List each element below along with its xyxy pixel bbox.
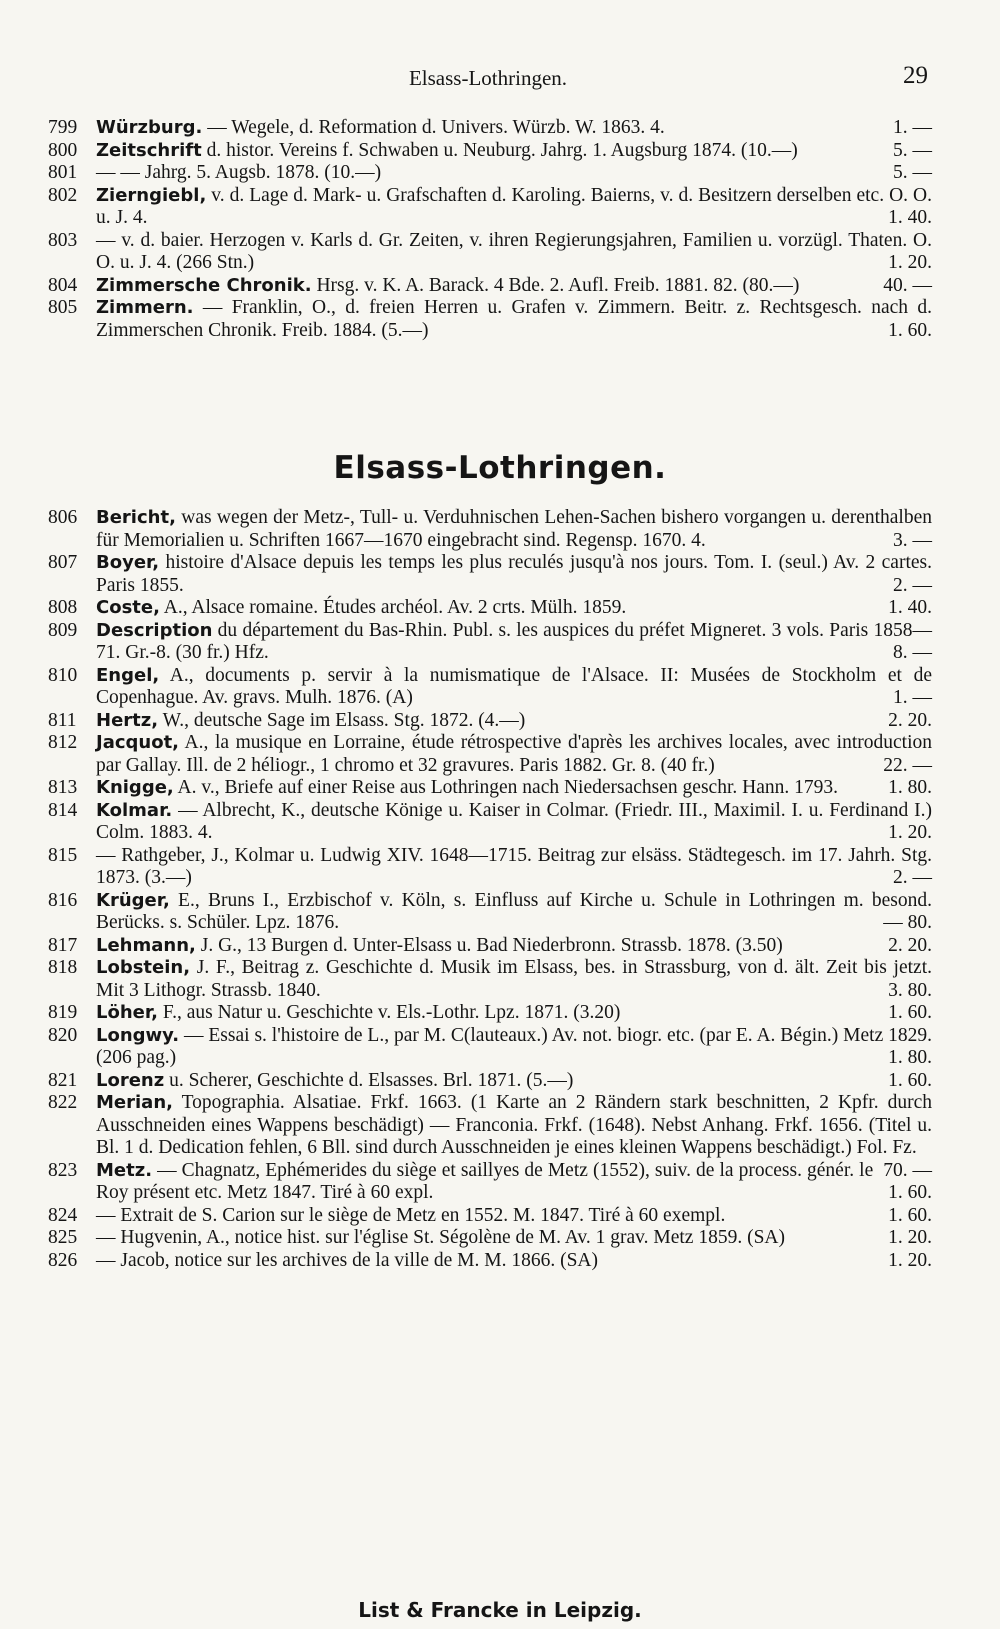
entry-description: — v. d. baier. Herzogen v. Karls d. Gr. Zeiten, v. ihren Regierungsjahren, Familien u. vorzügl. Thaten. O. O. u. J. 4. (266 Stn.) [96, 229, 932, 273]
entry-price: 1. 20. [888, 1227, 932, 1248]
entries-list-part1 [0, 117, 1000, 342]
entry-author-keyword: Engel, [96, 664, 160, 686]
entry-number: 805 [48, 297, 78, 318]
entry-number: 808 [48, 597, 78, 618]
entry-price: 1. 60. [888, 1182, 932, 1203]
entry-description: — Jacob, notice sur les archives de la ville de M. M. 1866. (SA) [96, 1249, 599, 1271]
entry-description: — Franklin, O., d. freien Herren u. Grafen v. Zimmern. Beitr. z. Rechtsgesch. nach d. Zimmerschen Chronik. Freib. 1884. (5.—) [96, 297, 932, 341]
entry-price: 2. — [893, 574, 932, 596]
entry-description: u. Scherer, Geschichte d. Elsasses. Brl. 1871. (5.—) [164, 1069, 574, 1091]
entry-author-keyword: Lorenz [96, 1069, 165, 1091]
entry-text [96, 140, 932, 163]
entry-author-keyword: Description [96, 619, 213, 641]
catalog-entry [48, 139, 932, 163]
entry-author-keyword: Hertz, [96, 709, 159, 731]
entry-author-keyword: Boyer, [96, 552, 160, 573]
entry-description: F., aus Natur u. Geschichte v. Els.-Lothr. Lpz. 1871. (3.20) [157, 1002, 621, 1023]
entry-author-keyword: Jacquot, [96, 732, 180, 753]
entry-text [96, 777, 932, 800]
entry-number: 809 [48, 619, 78, 641]
catalog-entry [48, 1069, 932, 1093]
entry-description: J. G., 13 Burgen d. Unter-Elsass u. Bad Niederbronn. Strassb. 1878. (3.50) [195, 934, 783, 956]
entry-number: 811 [48, 709, 77, 731]
entry-text [96, 620, 932, 665]
catalog-entry [48, 117, 932, 140]
entry-number: 804 [48, 274, 78, 296]
catalog-entry [48, 844, 932, 890]
entry-number: 824 [48, 1204, 78, 1226]
entry-price: 1. 80. [888, 1047, 932, 1068]
entry-text [96, 1227, 932, 1250]
catalog-entry [48, 297, 932, 342]
entry-price: 22. — [883, 754, 932, 776]
entry-text [96, 230, 932, 275]
entry-number: 814 [48, 799, 78, 821]
entry-price: 3. 80. [888, 979, 932, 1001]
entry-text [96, 507, 932, 552]
entry-text [96, 275, 932, 298]
entry-text [96, 117, 932, 140]
entry-price: 2. 20. [888, 709, 932, 731]
entry-description: du département du Bas-Rhin. Publ. s. les auspices du préfet Migneret. 3 vols. Paris 1858—71. Gr.-8. (30 fr.) Hfz. [96, 619, 932, 663]
entry-number: 810 [48, 664, 78, 686]
catalog-entry [48, 1024, 932, 1070]
entry-number: 821 [48, 1069, 78, 1091]
entry-text [96, 665, 932, 710]
entry-text [96, 957, 932, 1002]
entry-text [96, 552, 932, 597]
entry-price: 1. 60. [888, 1069, 932, 1091]
entry-number: 822 [48, 1092, 78, 1113]
entry-author-keyword: Zierngiebl, [96, 184, 207, 206]
entry-number: 800 [48, 139, 78, 161]
catalog-entry [48, 229, 932, 275]
entry-text [96, 1002, 932, 1025]
entry-price: 1. 60. [888, 1002, 932, 1023]
entry-price: 1. 20. [888, 1249, 932, 1271]
catalog-entry [48, 1002, 932, 1025]
entry-text [96, 1025, 932, 1070]
entry-description: A., documents p. servir à la numismatique de l'Alsace. II: Musées de Stockholm et de Copenhague. Av. gravs. Mulh. 1876. (A) [96, 664, 932, 708]
entry-text [96, 845, 932, 890]
entry-description: J. F., Beitrag z. Geschichte d. Musik im Elsass, bes. in Strassburg, von d. ält. Zeit bis jetzt. Mit 3 Lithogr. Strassb. 1840. [96, 957, 932, 1001]
entry-description: A., Alsace romaine. Études archéol. Av. 2 crts. Mülh. 1859. [159, 597, 627, 618]
entry-text [96, 732, 932, 777]
entry-author-keyword: Lobstein, [96, 957, 191, 978]
entry-price: 40. — [883, 274, 932, 296]
entry-author-keyword: Metz. [96, 1159, 153, 1181]
catalog-entry [48, 732, 932, 777]
entry-number: 817 [48, 934, 78, 956]
entry-text [96, 185, 932, 230]
page-number: 29 [903, 62, 928, 89]
catalog-entry [48, 1227, 932, 1250]
entry-number: 803 [48, 229, 78, 251]
entry-price: 8. — [893, 642, 932, 663]
entry-number: 812 [48, 732, 78, 753]
entry-description: Topographia. Alsatiae. Frkf. 1663. (1 Karte an 2 Rändern stark beschnitten, 2 Kpfr. durch Ausschneiden eines Wappens beschädigt) — Franconia. Frkf. (1648). Nebst Anhang. Frkf. 1656. (Titel u. Bl. 1 d. Dedication fehlen, 6 Bll. sind durch Ausschneiden je eines kleinen Wappens beschädigt.) Fol. Fz. [96, 1092, 932, 1158]
entry-description: — Wegele, d. Reformation d. Univers. Würzb. W. 1863. 4. [202, 117, 665, 138]
entry-number: 818 [48, 957, 78, 978]
section-heading: Elsass-Lothringen. [333, 450, 667, 486]
entry-number: 807 [48, 552, 78, 573]
entry-description: — Hugvenin, A., notice hist. sur l'église St. Ségolène de M. Av. 1 grav. Metz 1859. (SA) [96, 1227, 785, 1248]
entry-price: 70. — [883, 1159, 932, 1181]
entry-description: — — Jahrg. 5. Augsb. 1878. (10.—) [96, 162, 382, 183]
catalog-entry [48, 184, 932, 230]
entry-number: 801 [48, 162, 78, 183]
entry-text [96, 710, 932, 733]
catalog-entry [48, 507, 932, 552]
entry-text [96, 1070, 932, 1093]
entry-price: 1. 80. [888, 777, 932, 798]
catalog-entry [48, 597, 932, 620]
entry-number: 825 [48, 1227, 78, 1248]
entry-number: 813 [48, 777, 78, 798]
entry-description: E., Bruns I., Erzbischof v. Köln, s. Einfluss auf Kirche u. Schule in Lothringen m. besond. Berücks. s. Schüler. Lpz. 1876. [96, 889, 932, 933]
entry-number: 806 [48, 507, 78, 528]
entry-price: 3. — [893, 529, 932, 551]
entry-description: was wegen der Metz-, Tull- u. Verduhnischen Lehen-Sachen bishero vorgangen u. derenthalben für Memorialien u. Schriften 1667—1670 eingebracht sind. Regensp. 1670. 4. [96, 507, 932, 551]
entry-description: W., deutsche Sage im Elsass. Stg. 1872. (4.—) [158, 709, 526, 731]
entry-number: 815 [48, 844, 78, 866]
catalog-entry [48, 777, 932, 800]
entry-description: d. histor. Vereins f. Schwaben u. Neuburg. Jahrg. 1. Augsburg 1874. (10.—) [201, 139, 798, 161]
entry-description: — Extrait de S. Carion sur le siège de Metz en 1552. M. 1847. Tiré à 60 exempl. [96, 1204, 726, 1226]
entry-author-keyword: Löher, [96, 1002, 158, 1023]
catalog-entry [48, 934, 932, 958]
entry-number: 799 [48, 117, 78, 138]
entry-author-keyword: Longwy. [96, 1024, 180, 1046]
entry-author-keyword: Bericht, [96, 507, 176, 528]
entry-price: 5. — [893, 139, 932, 161]
entry-description: Hrsg. v. K. A. Barack. 4 Bde. 2. Aufl. Freib. 1881. 82. (80.—) [311, 274, 800, 296]
entry-description: — Essai s. l'histoire de L., par M. C(lauteaux.) Av. not. biogr. etc. (par E. A. Bégin.) Metz 1829. (206 pag.) [96, 1024, 932, 1068]
entry-author-keyword: Kolmar. [96, 799, 173, 821]
entries-list-part2 [0, 507, 1000, 1272]
entry-description: — Rathgeber, J., Kolmar u. Ludwig XIV. 1648—1715. Beitrag zur elsäss. Städtegesch. im 17. Jahrh. Stg. 1873. (3.—) [96, 844, 932, 888]
catalog-entry [48, 619, 932, 665]
entry-number: 819 [48, 1002, 78, 1023]
entry-text [96, 1205, 932, 1228]
entry-description: — Chagnatz, Ephémerides du siège et saillyes de Metz (1552), suiv. de la process. génér. le Roy présent etc. Metz 1847. Tiré à 60 expl. [96, 1159, 874, 1203]
page-header [48, 62, 928, 98]
entry-text [96, 297, 932, 342]
entry-author-keyword: Würzburg. [96, 117, 203, 138]
entry-number: 823 [48, 1159, 78, 1181]
entry-text [96, 1160, 932, 1205]
catalog-entry [48, 162, 932, 185]
entry-price: 1. 60. [888, 319, 932, 341]
catalog-entry [48, 889, 932, 935]
entry-description: v. d. Lage d. Mark- u. Grafschaften d. Karoling. Baierns, v. d. Besitzern derselben etc. O. O. u. J. 4. [96, 184, 932, 228]
entry-price: 2. 20. [888, 934, 932, 956]
catalog-entry [48, 664, 932, 710]
catalog-entry [48, 957, 932, 1002]
entry-author-keyword: Zeitschrift [96, 139, 202, 161]
entry-price: 5. — [893, 162, 932, 183]
entry-price: 1. — [893, 687, 932, 708]
entry-author-keyword: Zimmersche Chronik. [96, 274, 312, 296]
entry-text [96, 597, 932, 620]
catalog-entry [48, 799, 932, 845]
entry-price: 1. — [893, 117, 932, 138]
entry-author-keyword: Lehmann, [96, 934, 196, 956]
publisher-footer: List & Francke in Leipzig. [358, 1598, 642, 1622]
entry-price: 1. 60. [888, 1204, 932, 1226]
entry-price: 2. — [893, 867, 932, 888]
entry-price: — 80. [883, 912, 932, 933]
entry-description: A. v., Briefe auf einer Reise aus Lothringen nach Niedersachsen geschr. Hann. 1793. [173, 777, 838, 798]
entry-author-keyword: Coste, [96, 597, 160, 618]
catalog-entry [48, 1204, 932, 1228]
entry-number: 816 [48, 889, 78, 911]
entry-price: 1. 40. [888, 207, 932, 228]
entry-number: 820 [48, 1024, 78, 1046]
entry-text [96, 935, 932, 958]
catalog-entry [48, 1159, 932, 1205]
running-title: Elsass-Lothringen. [408, 66, 568, 90]
entry-author-keyword: Krüger, [96, 889, 170, 911]
catalog-entry [48, 274, 932, 298]
catalog-entry [48, 709, 932, 733]
entry-author-keyword: Zimmern. [96, 297, 194, 318]
entry-number: 826 [48, 1249, 78, 1271]
entry-author-keyword: Knigge, [96, 777, 174, 798]
catalog-entry [48, 1249, 932, 1273]
entry-price: 1. 20. [888, 822, 932, 843]
entry-author-keyword: Merian, [96, 1092, 173, 1113]
entry-text [96, 800, 932, 845]
entry-text [96, 162, 932, 185]
entry-price: 1. 20. [888, 252, 932, 273]
entry-text [96, 890, 932, 935]
entry-number: 802 [48, 184, 78, 206]
entry-text [96, 1250, 932, 1273]
entry-description: A., la musique en Lorraine, étude rétrospective d'après les archives locales, avec introduction par Gallay. Ill. de 2 héliogr., 1 chromo et 32 gravures. Paris 1882. Gr. 8. (40 fr.) [96, 732, 932, 776]
entry-price: 1. 40. [888, 597, 932, 618]
catalog-entry [48, 552, 932, 597]
entry-description: histoire d'Alsace depuis les temps les plus reculés jusqu'à nos jours. Tom. I. (seul.) Av. 2 cartes. Paris 1855. [96, 552, 932, 596]
entry-description: — Albrecht, K., deutsche Könige u. Kaiser in Colmar. (Friedr. III., Maximil. I. u. Ferdinand I.) Colm. 1883. 4. [96, 799, 932, 843]
